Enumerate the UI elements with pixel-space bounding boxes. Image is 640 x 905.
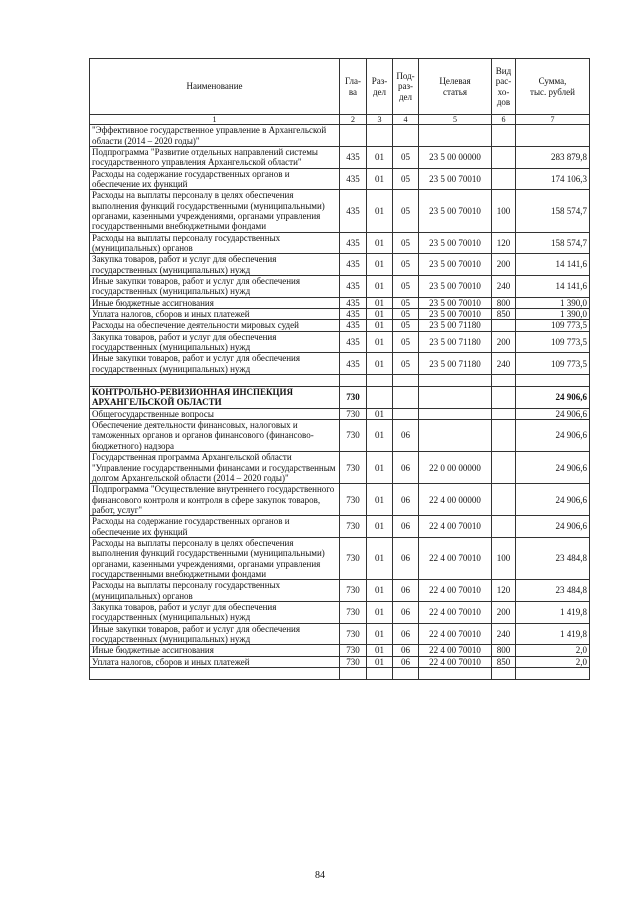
cell-celevaya: 22 4 00 70010 — [419, 656, 492, 667]
cell-razdel: 01 — [367, 331, 393, 353]
cell-summa — [516, 375, 590, 387]
table-row — [90, 452, 590, 484]
cell-celevaya: 23 5 00 70010 — [419, 276, 492, 298]
cell-podrazdel: 06 — [393, 516, 419, 538]
column-number: 6 — [492, 115, 516, 125]
cell-celevaya: 22 4 00 70010 — [419, 623, 492, 645]
cell-celevaya — [419, 408, 492, 419]
cell-razdel: 01 — [367, 623, 393, 645]
cell-glava: 730 — [340, 537, 367, 579]
cell-name: Иные закупки товаров, работ и услуг для обеспечения государственных (муниципальных) нужд — [90, 623, 340, 645]
cell-razdel: 01 — [367, 452, 393, 484]
cell-vid: 100 — [492, 190, 516, 232]
cell-razdel: 01 — [367, 656, 393, 667]
cell-name: Государственная программа Архангельской области "Управление государственными финансами и государственным долгом Архангельской области (2014 – 2020 годы)" — [90, 452, 340, 484]
cell-razdel: 01 — [367, 420, 393, 452]
cell-vid — [492, 484, 516, 516]
cell-glava: 435 — [340, 276, 367, 298]
table-row — [90, 408, 590, 419]
cell-vid — [492, 146, 516, 168]
cell-podrazdel — [393, 125, 419, 147]
cell-podrazdel: 06 — [393, 537, 419, 579]
cell-name — [90, 375, 340, 387]
cell-celevaya: 22 4 00 70010 — [419, 601, 492, 623]
cell-celevaya — [419, 375, 492, 387]
cell-name: Расходы на выплаты персоналу в целях обеспечения выполнения функций государственными (муниципальными) органами, казенными учреждениями, органами управления государственными внебюджетными фондами — [90, 537, 340, 579]
cell-celevaya — [419, 420, 492, 452]
cell-glava: 435 — [340, 146, 367, 168]
cell-summa: 174 106,3 — [516, 168, 590, 190]
cell-name: Расходы на выплаты персоналу государственных (муниципальных) органов — [90, 580, 340, 602]
cell-razdel — [367, 668, 393, 680]
cell-podrazdel: 05 — [393, 190, 419, 232]
cell-celevaya: 23 5 00 70010 — [419, 168, 492, 190]
cell-name: Иные закупки товаров, работ и услуг для обеспечения государственных (муниципальных) нужд — [90, 276, 340, 298]
cell-vid: 120 — [492, 580, 516, 602]
cell-summa: 283 879,8 — [516, 146, 590, 168]
cell-glava — [340, 375, 367, 387]
table-row — [90, 168, 590, 190]
cell-vid: 850 — [492, 309, 516, 320]
cell-summa: 23 484,8 — [516, 580, 590, 602]
table-row — [90, 125, 590, 147]
column-number: 5 — [419, 115, 492, 125]
cell-celevaya: 23 5 00 70010 — [419, 254, 492, 276]
cell-celevaya: 23 5 00 70010 — [419, 232, 492, 254]
cell-glava: 435 — [340, 297, 367, 308]
cell-name: Обеспечение деятельности финансовых, налоговых и таможенных органов и органов финансового (финансово-бюджетного) надзора — [90, 420, 340, 452]
header-vid: Вид рас- хо- дов — [492, 59, 516, 115]
table-body — [90, 125, 590, 680]
cell-summa: 14 141,6 — [516, 276, 590, 298]
cell-name: Расходы на обеспечение деятельности мировых судей — [90, 320, 340, 331]
cell-podrazdel — [393, 375, 419, 387]
cell-vid: 200 — [492, 601, 516, 623]
cell-vid — [492, 125, 516, 147]
cell-podrazdel — [393, 408, 419, 419]
cell-podrazdel: 05 — [393, 168, 419, 190]
cell-glava: 730 — [340, 420, 367, 452]
column-number-row — [90, 115, 590, 125]
cell-summa — [516, 125, 590, 147]
table-row — [90, 375, 590, 387]
table-row — [90, 484, 590, 516]
cell-podrazdel: 05 — [393, 276, 419, 298]
header-glava: Гла- ва — [340, 59, 367, 115]
cell-summa: 24 906,6 — [516, 420, 590, 452]
cell-celevaya: 23 5 00 70010 — [419, 297, 492, 308]
column-number: 3 — [367, 115, 393, 125]
cell-celevaya — [419, 668, 492, 680]
cell-glava: 730 — [340, 601, 367, 623]
cell-podrazdel: 05 — [393, 254, 419, 276]
cell-glava: 435 — [340, 309, 367, 320]
table-row — [90, 656, 590, 667]
cell-vid: 850 — [492, 656, 516, 667]
cell-vid — [492, 452, 516, 484]
cell-podrazdel: 05 — [393, 320, 419, 331]
cell-celevaya: 23 5 00 70010 — [419, 309, 492, 320]
cell-glava: 730 — [340, 408, 367, 419]
cell-podrazdel: 05 — [393, 353, 419, 375]
table-row — [90, 353, 590, 375]
cell-summa: 1 390,0 — [516, 297, 590, 308]
cell-podrazdel: 06 — [393, 645, 419, 656]
cell-summa: 109 773,5 — [516, 320, 590, 331]
cell-vid: 240 — [492, 276, 516, 298]
cell-glava: 730 — [340, 580, 367, 602]
cell-podrazdel — [393, 387, 419, 409]
cell-razdel: 01 — [367, 146, 393, 168]
table-row — [90, 309, 590, 320]
cell-razdel: 01 — [367, 516, 393, 538]
cell-summa: 109 773,5 — [516, 331, 590, 353]
cell-summa: 24 906,6 — [516, 387, 590, 409]
cell-summa — [516, 668, 590, 680]
cell-razdel: 01 — [367, 276, 393, 298]
cell-podrazdel: 05 — [393, 297, 419, 308]
cell-vid: 120 — [492, 232, 516, 254]
cell-summa: 24 906,6 — [516, 452, 590, 484]
cell-podrazdel: 06 — [393, 623, 419, 645]
table-row — [90, 537, 590, 579]
cell-glava: 730 — [340, 623, 367, 645]
cell-vid: 240 — [492, 623, 516, 645]
cell-razdel: 01 — [367, 320, 393, 331]
cell-glava: 730 — [340, 387, 367, 409]
cell-glava: 435 — [340, 331, 367, 353]
cell-razdel — [367, 375, 393, 387]
table-row — [90, 276, 590, 298]
cell-podrazdel — [393, 668, 419, 680]
cell-name: Расходы на выплаты персоналу в целях обеспечения выполнения функций государственными (муниципальными) органами, казенными учреждениями, органами управления государственными внебюджетными фондами — [90, 190, 340, 232]
cell-vid: 800 — [492, 645, 516, 656]
cell-summa: 2,0 — [516, 645, 590, 656]
cell-name: "Эффективное государственное управление в Архангельской области (2014 – 2020 годы)" — [90, 125, 340, 147]
cell-celevaya: 22 4 00 70010 — [419, 580, 492, 602]
cell-summa: 24 906,6 — [516, 484, 590, 516]
table-row — [90, 668, 590, 680]
header-row — [90, 59, 590, 115]
cell-celevaya — [419, 125, 492, 147]
cell-podrazdel: 06 — [393, 420, 419, 452]
cell-podrazdel: 06 — [393, 452, 419, 484]
cell-celevaya: 23 5 00 71180 — [419, 353, 492, 375]
cell-summa: 158 574,7 — [516, 232, 590, 254]
cell-vid — [492, 420, 516, 452]
cell-name — [90, 668, 340, 680]
cell-summa: 1 390,0 — [516, 309, 590, 320]
cell-summa: 1 419,8 — [516, 623, 590, 645]
cell-razdel: 01 — [367, 309, 393, 320]
cell-razdel: 01 — [367, 297, 393, 308]
cell-podrazdel: 06 — [393, 656, 419, 667]
cell-glava: 730 — [340, 516, 367, 538]
cell-summa: 2,0 — [516, 656, 590, 667]
header-name: Наименование — [90, 59, 340, 115]
cell-razdel: 01 — [367, 190, 393, 232]
cell-razdel: 01 — [367, 254, 393, 276]
budget-table — [89, 58, 590, 680]
cell-summa: 24 906,6 — [516, 408, 590, 419]
cell-name: Расходы на содержание государственных органов и обеспечение их функций — [90, 168, 340, 190]
cell-razdel: 01 — [367, 580, 393, 602]
cell-name: Расходы на содержание государственных органов и обеспечение их функций — [90, 516, 340, 538]
cell-vid — [492, 375, 516, 387]
column-number: 4 — [393, 115, 419, 125]
cell-glava: 730 — [340, 484, 367, 516]
cell-glava: 730 — [340, 645, 367, 656]
header-podrazdel: Под- раз- дел — [393, 59, 419, 115]
cell-razdel: 01 — [367, 168, 393, 190]
cell-razdel: 01 — [367, 353, 393, 375]
cell-name: Подпрограмма "Осуществление внутреннего государственного финансового контроля и контроля в сфере закупок товаров, работ, услуг" — [90, 484, 340, 516]
cell-celevaya: 23 5 00 00000 — [419, 146, 492, 168]
table-row — [90, 387, 590, 409]
cell-summa: 23 484,8 — [516, 537, 590, 579]
cell-name: Уплата налогов, сборов и иных платежей — [90, 656, 340, 667]
cell-podrazdel: 06 — [393, 601, 419, 623]
cell-glava: 435 — [340, 353, 367, 375]
header-celevaya: Целевая статья — [419, 59, 492, 115]
cell-name: Общегосударственные вопросы — [90, 408, 340, 419]
cell-name: Подпрограмма "Развитие отдельных направлений системы государственного управления Архангельской области" — [90, 146, 340, 168]
cell-vid: 800 — [492, 297, 516, 308]
cell-celevaya: 22 4 00 70010 — [419, 645, 492, 656]
cell-razdel — [367, 387, 393, 409]
cell-razdel: 01 — [367, 232, 393, 254]
page-number: 84 — [315, 870, 325, 881]
cell-razdel: 01 — [367, 537, 393, 579]
cell-glava: 730 — [340, 452, 367, 484]
cell-glava: 435 — [340, 232, 367, 254]
cell-name: Закупка товаров, работ и услуг для обеспечения государственных (муниципальных) нужд — [90, 601, 340, 623]
cell-name: КОНТРОЛЬНО-РЕВИЗИОННАЯ ИНСПЕКЦИЯ АРХАНГЕЛЬСКОЙ ОБЛАСТИ — [90, 387, 340, 409]
cell-summa: 109 773,5 — [516, 353, 590, 375]
table-row — [90, 254, 590, 276]
cell-summa: 24 906,6 — [516, 516, 590, 538]
cell-celevaya: 23 5 00 71180 — [419, 331, 492, 353]
cell-vid — [492, 387, 516, 409]
cell-vid: 200 — [492, 254, 516, 276]
table-row — [90, 146, 590, 168]
cell-glava — [340, 125, 367, 147]
cell-summa: 158 574,7 — [516, 190, 590, 232]
cell-celevaya — [419, 387, 492, 409]
cell-vid — [492, 668, 516, 680]
cell-vid — [492, 320, 516, 331]
table-row — [90, 580, 590, 602]
table-row — [90, 190, 590, 232]
cell-vid — [492, 516, 516, 538]
table-row — [90, 645, 590, 656]
cell-podrazdel: 06 — [393, 484, 419, 516]
table-row — [90, 232, 590, 254]
cell-name: Расходы на выплаты персоналу государственных (муниципальных) органов — [90, 232, 340, 254]
cell-razdel: 01 — [367, 645, 393, 656]
cell-podrazdel: 05 — [393, 146, 419, 168]
table-row — [90, 320, 590, 331]
cell-podrazdel: 06 — [393, 580, 419, 602]
cell-glava: 435 — [340, 168, 367, 190]
cell-podrazdel: 05 — [393, 309, 419, 320]
cell-vid: 240 — [492, 353, 516, 375]
cell-celevaya: 22 4 00 70010 — [419, 537, 492, 579]
column-number: 1 — [90, 115, 340, 125]
cell-name: Иные бюджетные ассигнования — [90, 297, 340, 308]
table-row — [90, 420, 590, 452]
cell-vid — [492, 168, 516, 190]
cell-razdel: 01 — [367, 484, 393, 516]
cell-celevaya: 22 0 00 00000 — [419, 452, 492, 484]
cell-vid: 100 — [492, 537, 516, 579]
column-number: 7 — [516, 115, 590, 125]
cell-vid — [492, 408, 516, 419]
cell-podrazdel: 05 — [393, 232, 419, 254]
cell-summa: 1 419,8 — [516, 601, 590, 623]
cell-glava: 435 — [340, 254, 367, 276]
cell-name: Иные закупки товаров, работ и услуг для обеспечения государственных (муниципальных) нужд — [90, 353, 340, 375]
cell-glava: 730 — [340, 656, 367, 667]
table-row — [90, 516, 590, 538]
cell-vid: 200 — [492, 331, 516, 353]
cell-celevaya: 23 5 00 70010 — [419, 190, 492, 232]
column-number: 2 — [340, 115, 367, 125]
cell-name: Закупка товаров, работ и услуг для обеспечения государственных (муниципальных) нужд — [90, 254, 340, 276]
header-razdel: Раз- дел — [367, 59, 393, 115]
cell-glava — [340, 668, 367, 680]
table-row — [90, 297, 590, 308]
cell-razdel — [367, 125, 393, 147]
cell-celevaya: 22 4 00 70010 — [419, 516, 492, 538]
cell-razdel: 01 — [367, 601, 393, 623]
cell-razdel: 01 — [367, 408, 393, 419]
cell-name: Уплата налогов, сборов и иных платежей — [90, 309, 340, 320]
cell-celevaya: 23 5 00 71180 — [419, 320, 492, 331]
cell-glava: 435 — [340, 190, 367, 232]
cell-celevaya: 22 4 00 00000 — [419, 484, 492, 516]
cell-summa: 14 141,6 — [516, 254, 590, 276]
cell-name: Закупка товаров, работ и услуг для обеспечения государственных (муниципальных) нужд — [90, 331, 340, 353]
table-row — [90, 331, 590, 353]
header-summa: Сумма, тыс. рублей — [516, 59, 590, 115]
cell-glava: 435 — [340, 320, 367, 331]
cell-name: Иные бюджетные ассигнования — [90, 645, 340, 656]
table-row — [90, 601, 590, 623]
table-row — [90, 623, 590, 645]
cell-podrazdel: 05 — [393, 331, 419, 353]
